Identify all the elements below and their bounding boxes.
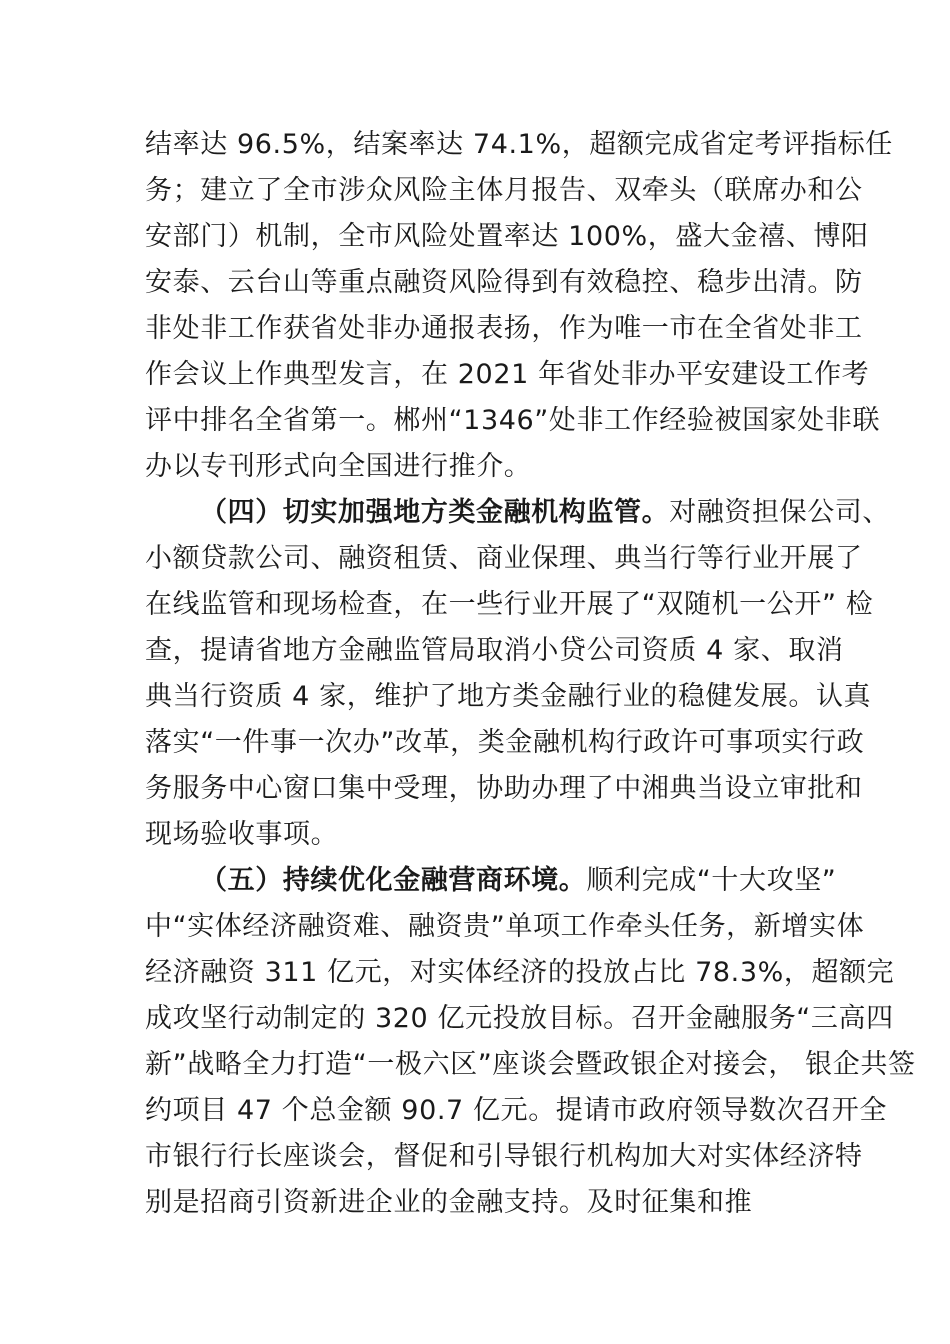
section-4-heading: （四）切实加强地方类金融机构监管。 xyxy=(200,497,670,528)
paragraph-line: 市银行行长座谈会，督促和引导银行机构加大对实体经济特 xyxy=(145,1141,863,1172)
paragraph-line: 结率达 96.5%，结案率达 74.1%，超额完成省定考评指标任 xyxy=(145,129,893,160)
paragraph-line: 约项目 47 个总金额 90.7 亿元。提请市政府领导数次召开全 xyxy=(145,1095,888,1126)
paragraph-line: 安泰、云台山等重点融资风险得到有效稳控、稳步出清。防 xyxy=(145,267,863,298)
paragraph-line: 务；建立了全市涉众风险主体月报告、双牵头（联席办和公 xyxy=(145,175,863,206)
section-5-first-line-text: 顺利完成“十大攻坚” xyxy=(586,865,837,896)
paragraph-line: 现场验收事项。 xyxy=(145,819,339,850)
paragraph-line: 作会议上作典型发言，在 2021 年省处非办平安建设工作考 xyxy=(145,359,870,390)
paragraph-line: 落实“一件事一次办”改革，类金融机构行政许可事项实行政 xyxy=(145,727,865,758)
paragraph-line: 在线监管和现场检查，在一些行业开展了“双随机一公开” 检 xyxy=(145,589,874,620)
paragraph-line: 别是招商引资新进企业的金融支持。及时征集和推 xyxy=(145,1187,753,1218)
paragraph-line: 新”战略全力打造“一极六区”座谈会暨政银企对接会， 银企共签 xyxy=(145,1049,916,1080)
paragraph-line: 中“实体经济融资难、融资贵”单项工作牵头任务，新增实体 xyxy=(145,911,865,942)
paragraph-line: 非处非工作获省处非办通报表扬，作为唯一市在全省处非工 xyxy=(145,313,863,344)
section-5-heading: （五）持续优化金融营商环境。 xyxy=(200,865,587,896)
section-4-first-line xyxy=(200,490,890,536)
paragraph-line: 办以专刊形式向全国进行推介。 xyxy=(145,451,532,482)
paragraph-line: 查，提请省地方金融监管局取消小贷公司资质 4 家、取消 xyxy=(145,635,844,666)
paragraph-line: 小额贷款公司、融资租赁、商业保理、典当行等行业开展了 xyxy=(145,543,863,574)
paragraph-line: 评中排名全省第一。郴州“1346”处非工作经验被国家处非联 xyxy=(145,405,881,436)
section-5-first-line xyxy=(200,858,836,904)
paragraph-line: 典当行资质 4 家，维护了地方类金融行业的稳健发展。认真 xyxy=(145,681,872,712)
paragraph-line: 安部门）机制，全市风险处置率达 100%，盛大金禧、博阳 xyxy=(145,221,869,252)
section-4-first-line-text: 对融资担保公司、 xyxy=(669,497,891,528)
paragraph-line: 成攻坚行动制定的 320 亿元投放目标。召开金融服务“三高四 xyxy=(145,1003,894,1034)
paragraph-line: 经济融资 311 亿元，对实体经济的投放占比 78.3%，超额完 xyxy=(145,957,895,988)
paragraph-line: 务服务中心窗口集中受理，协助办理了中湘典当设立审批和 xyxy=(145,773,863,804)
